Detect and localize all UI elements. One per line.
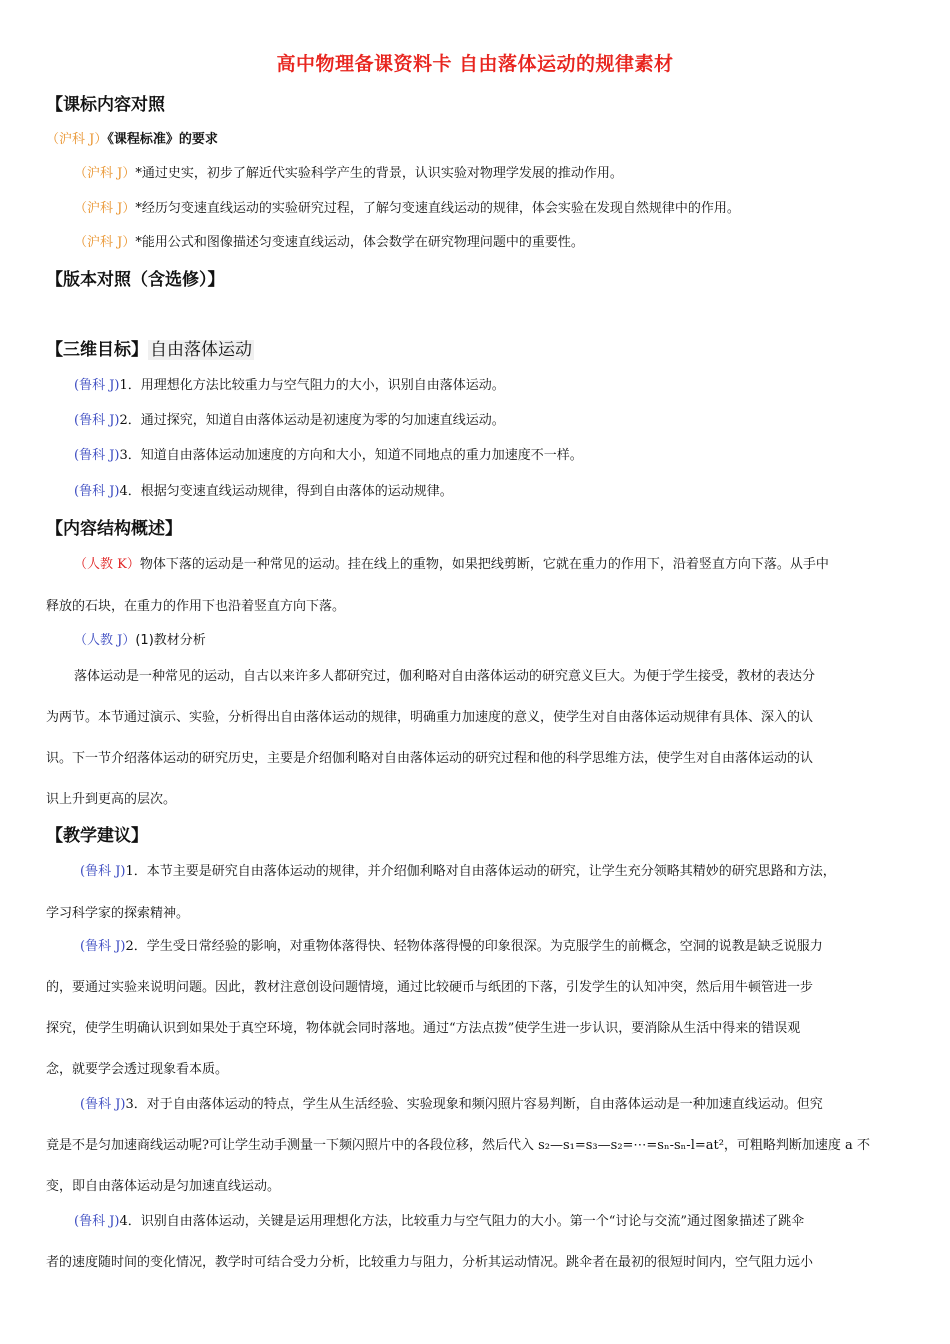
mubiao-item <box>74 409 505 428</box>
text-line <box>74 1210 804 1229</box>
mubiao-item <box>74 480 453 499</box>
section-heading-text: 【三维目标】 <box>46 340 148 360</box>
section-heading-kebiao: 【课标内容对照 <box>46 95 165 115</box>
text-line <box>80 935 823 954</box>
text-line: 探究，使学生明确认识到如果处于真空环境，物体就会同时落地。通过“方法点拨”使学生进一步认识，要消除从生活中得来的错误观 <box>46 1021 801 1036</box>
text-line <box>74 553 829 572</box>
text-line: 识。下一节介绍落体运动的研究历史，主要是介绍伽利略对自由落体运动的研究过程和他的科学思维方法，使学生对自由落体运动的认 <box>46 751 814 766</box>
kebiao-item <box>74 197 740 216</box>
version-tag: （沪科 J） <box>74 235 136 250</box>
paragraph-text: 物体下落的运动是一种常见的运动。挂在线上的重物，如果把线剪断，它就在重力的作用下，沿着竖直方向下落。从手中 <box>139 557 829 572</box>
mubiao-item-text: 2．通过探究，知道自由落体运动是初速度为零的匀加速直线运动。 <box>119 413 505 428</box>
section-heading-mubiao <box>46 335 254 360</box>
version-tag: (鲁科 J) <box>74 413 120 428</box>
text-line: 释放的石块，在重力的作用下也沿着竖直方向下落。 <box>46 599 346 614</box>
section-heading-gaishu: 【内容结构概述】 <box>46 519 182 539</box>
text-line <box>80 1093 823 1112</box>
mubiao-item-text: 4．根据匀变速直线运动规律，得到自由落体的运动规律。 <box>119 484 453 499</box>
version-tag: （人教 J） <box>74 633 136 648</box>
version-tag: (鲁科 J) <box>80 864 126 879</box>
kebiao-item-text: *经历匀变速直线运动的实验研究过程，了解匀变速直线运动的规律，体会实验在发现自然规律中的作用。 <box>135 201 740 216</box>
version-tag: （沪科 J） <box>74 201 136 216</box>
version-tag: （沪科 J） <box>74 166 136 181</box>
text-line: 落体运动是一种常见的运动，自古以来许多人都研究过，伽利略对自由落体运动的研究意义巨大。为便于学生接受，教材的表达分 <box>74 669 816 684</box>
paragraph-text: 3．对于自由落体运动的特点，学生从生活经验、实验现象和频闪照片容易判断，自由落体运动是一种加速直线运动。但究 <box>125 1097 823 1112</box>
version-tag: （人教 K） <box>74 557 140 572</box>
paragraph-text: 4．识别自由落体运动，关键是运用理想化方法，比较重力与空气阻力的大小。第一个“讨论与交流”通过图象描述了跳伞 <box>119 1214 805 1229</box>
paragraph-text: 1．本节主要是研究自由落体运动的规律，并介绍伽利略对自由落体运动的研究，让学生充分领略其精妙的研究思路和方法， <box>125 864 836 879</box>
jianyi-item <box>46 860 904 920</box>
section-heading-banben: 【版本对照（含选修）】 <box>46 270 225 290</box>
text-line: 竟是不是匀加速商线运动呢?可让学生动手测量一下频闪照片中的各段位移，然后代入 s₂—s₁=s₃—s₂=⋯=sₙ-sₙ-l=at²，可粗略判断加速度 a 不 <box>46 1138 870 1153</box>
version-tag: (鲁科 J) <box>74 1214 120 1229</box>
text-line: 的，要通过实验来说明问题。因此，教材注意创设问题情境，通过比较硬币与纸团的下落，引发学生的认知冲突，然后用牛顿管进一步 <box>46 980 814 995</box>
jianyi-item <box>46 1210 904 1270</box>
paragraph-text: 2．学生受日常经验的影响，对重物体落得快、轻物体落得慢的印象很深。为克服学生的前概念，空洞的说教是缺乏说服力 <box>125 939 823 954</box>
gaishu-subhead <box>74 629 206 648</box>
version-tag: （沪科 J） <box>46 132 108 147</box>
mubiao-item-text: 3．知道自由落体运动加速度的方向和大小，知道不同地点的重力加速度不一样。 <box>119 448 583 463</box>
gaishu-paragraph-1 <box>46 553 904 613</box>
text-line: 识上升到更高的层次。 <box>46 792 177 807</box>
mubiao-item <box>74 444 583 463</box>
section-heading-highlight: 自由落体运动 <box>150 340 252 360</box>
mubiao-item-text: 1．用理想化方法比较重力与空气阻力的大小，识别自由落体运动。 <box>119 378 505 393</box>
version-tag: (鲁科 J) <box>74 448 120 463</box>
version-tag: (鲁科 J) <box>80 939 126 954</box>
text-line: 念，就要学会透过现象看本质。 <box>46 1062 229 1077</box>
gaishu-paragraph-3 <box>46 665 904 805</box>
kebiao-item <box>74 162 623 181</box>
kebiao-item-text: *通过史实，初步了解近代实验科学产生的背景，认识实验对物理学发展的推动作用。 <box>135 166 623 181</box>
version-tag: (鲁科 J) <box>74 378 120 393</box>
kebiao-item <box>74 231 584 250</box>
version-tag: (鲁科 J) <box>74 484 120 499</box>
mubiao-item <box>74 374 505 393</box>
text-line: 学习科学家的探索精神。 <box>46 906 190 921</box>
jianyi-item <box>46 1093 904 1193</box>
version-tag: (鲁科 J) <box>80 1097 126 1112</box>
page-title: 高中物理备课资料卡 自由落体运动的规律素材 <box>276 53 674 75</box>
kebiao-item-text: *能用公式和图像描述匀变速直线运动，体会数学在研究物理问题中的重要性。 <box>135 235 584 250</box>
text-line: 为两节。本节通过演示、实验，分析得出自由落体运动的规律，明确重力加速度的意义，使学生对自由落体运动规律有具体、深入的认 <box>46 710 814 725</box>
text-line: 者的速度随时间的变化情况，教学时可结合受力分析，比较重力与阻力，分析其运动情况。跳伞者在最初的很短时间内，空气阻力远小 <box>46 1255 814 1270</box>
text-line <box>80 860 836 879</box>
section-heading-jianyi: 【教学建议】 <box>46 826 148 846</box>
kebiao-head-text: 《课程标准》的要求 <box>107 132 218 147</box>
subhead-text: (1)教材分析 <box>135 633 206 648</box>
kebiao-head <box>46 128 218 147</box>
jianyi-item <box>46 935 904 1075</box>
text-line: 变，即自由落体运动是匀加速直线运动。 <box>46 1179 281 1194</box>
